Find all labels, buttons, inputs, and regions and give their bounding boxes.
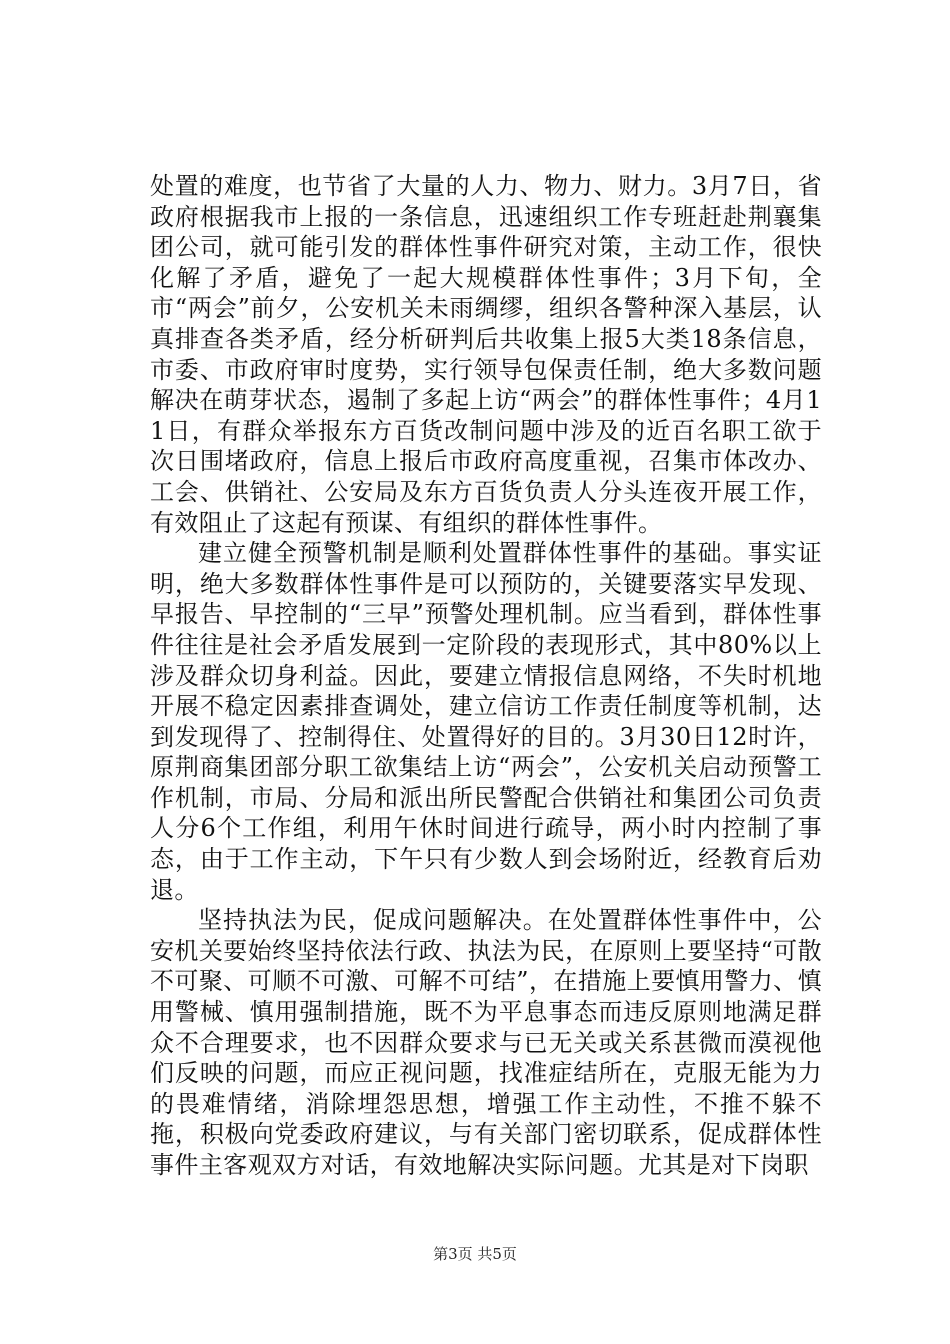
paragraph-3: 坚持执法为民，促成问题解决。在处置群体性事件中，公安机关要始终坚持依法行政、执法为民，在原则上要坚持“可散不可聚、可顺不可激、可解不可结”，在措施上要慎用警力、慎用警械、慎用强制措施，既不为平息事态而违反原则地满足群众不合理要求，也不因群众要求与已无关或关系甚微而漠视他们反映的问题，而应正视问题，找准症结所在，克服无能为力的畏难情绪，消除埋怨思想，增强工作主动性，不推不躲不拖，积极向党委政府建议，与有关部门密切联系，促成群体性事件主客观双方对话，有效地解决实际问题。尤其是对下岗职 (150, 906, 822, 1179)
page-number-label: 第3页 共5页 (433, 1245, 517, 1263)
paragraph-2: 建立健全预警机制是顺利处置群体性事件的基础。事实证明，绝大多数群体性事件是可以预防的，关键要落实早发现、早报告、早控制的“三早”预警处理机制。应当看到，群体性事件往往是社会矛盾发展到一定阶段的表现形式，其中80%以上涉及群众切身利益。因此，要建立情报信息网络，不失时机地开展不稳定因素排查调处，建立信访工作责任制度等机制，达到发现得了、控制得住、处置得好的目的。3月30日12时许，原荆商集团部分职工欲集结上访“两会”，公安机关启动预警工作机制，市局、分局和派出所民警配合供销社和集团公司负责人分6个工作组，利用午休时间进行疏导，两小时内控制了事态，由于工作主动，下午只有少数人到会场附近，经教育后劝退。 (150, 539, 822, 904)
paragraph-1: 处置的难度，也节省了大量的人力、物力、财力。3月7日，省政府根据我市上报的一条信息，迅速组织工作专班赶赴荆襄集团公司，就可能引发的群体性事件研究对策，主动工作，很快化解了矛盾，避免了一起大规模群体性事件；3月下旬，全市“两会”前夕，公安机关未雨绸缪，组织各警种深入基层，认真排查各类矛盾，经分析研判后共收集上报5大类18条信息，市委、市政府审时度势，实行领导包保责任制，绝大多数问题解决在萌芽状态，遏制了多起上访“两会”的群体性事件；4月11日，有群众举报东方百货改制问题中涉及的近百名职工欲于次日围堵政府，信息上报后市政府高度重视，召集市体改办、工会、供销社、公安局及东方百货负责人分头连夜开展工作，有效阻止了这起有预谋、有组织的群体性事件。 (150, 172, 822, 537)
document-body (150, 171, 822, 1181)
page-footer (0, 1244, 950, 1264)
